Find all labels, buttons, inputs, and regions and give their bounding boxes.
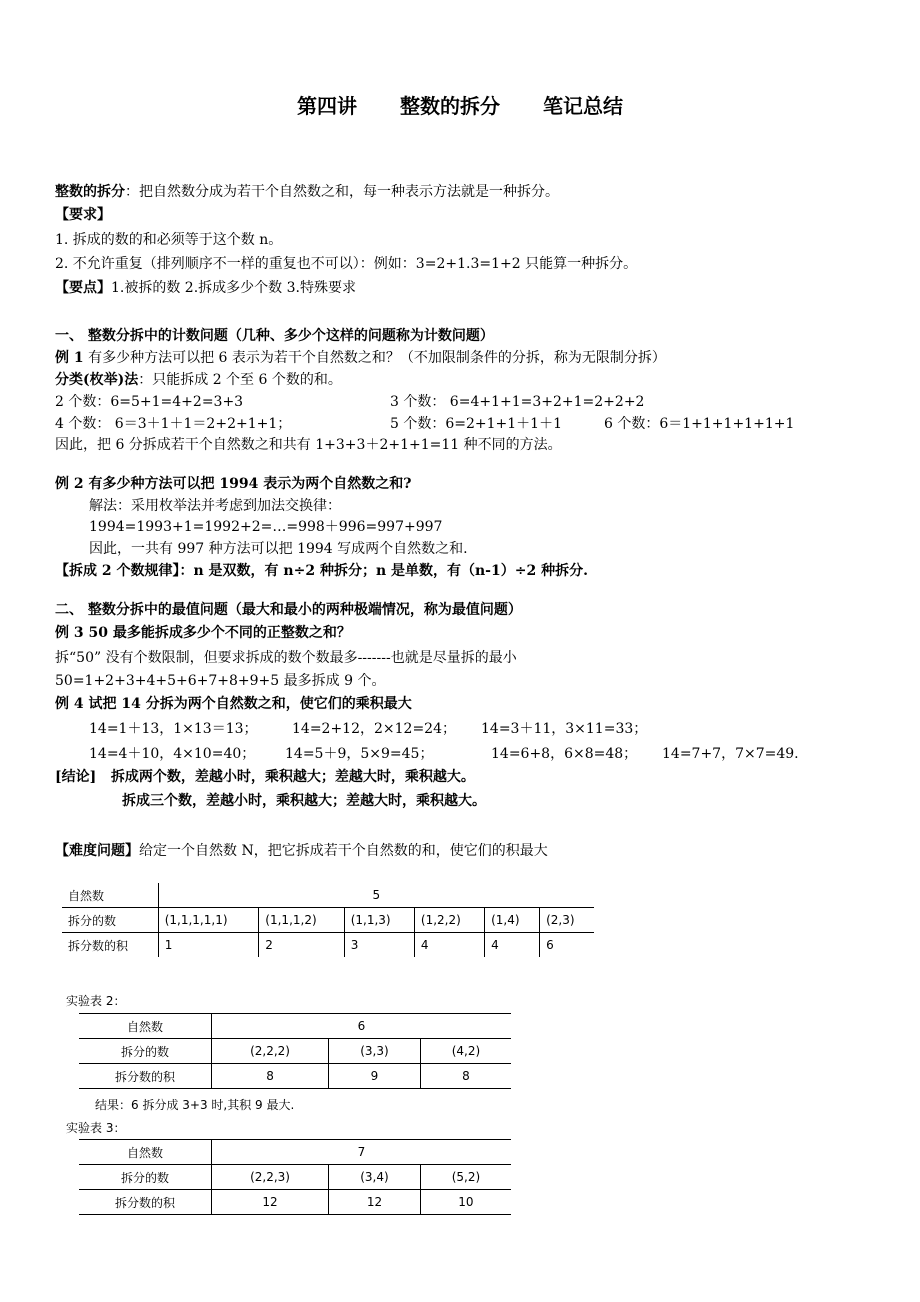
method-line (55, 369, 342, 391)
example-2-solution-2: 1994=1993+1=1992+2=…=998＋996=997+997 (89, 519, 443, 535)
requirement-1: 1. 拆成的数的和必须等于这个数 n。 (55, 232, 283, 248)
table-cell: (3,4) (329, 1165, 421, 1190)
title-part-1: 第四讲 (297, 94, 358, 118)
hard-problem (55, 840, 548, 862)
table-cell: (5,2) (420, 1165, 511, 1190)
example-2-solution-1: 解法：采用枚举法并考虑到加法交换律： (89, 498, 341, 514)
conclusion-1: 拆成两个数，差越小时，乘积越大；差越大时，乘积越大。 (110, 769, 475, 785)
table-cell: 6 (212, 1014, 512, 1039)
example-3-line-1: 拆“50” 没有个数限制，但要求拆成的数个数最多-------也就是尽量拆的最小 (55, 650, 517, 666)
keypoints (55, 277, 356, 299)
ex4-item: 14=6+8，6×8=48； (491, 746, 638, 762)
ex4-item: 14=4＋10，4×10=40； (89, 746, 256, 762)
table-cell: 7 (212, 1140, 512, 1165)
section2-heading: 二、 整数分拆中的最值问题（最大和最小的两种极端情况，称为最值问题） (55, 602, 522, 618)
ex4-item: 14=7+7，7×7=49. (662, 746, 799, 762)
table-cell: 8 (420, 1064, 511, 1089)
ex4-item: 14=5＋9，5×9=45； (285, 746, 434, 762)
table-cell: (1,4) (485, 908, 540, 933)
table-cell: 10 (420, 1190, 511, 1215)
conclusion-2: 拆成三个数，差越小时，乘积越大；差越大时，乘积越大。 (122, 793, 486, 809)
row-label: 自然数 (79, 1140, 212, 1165)
example-1 (55, 347, 666, 369)
requirement-2: 2. 不允许重复（排列顺序不一样的重复也不可以）：例如：3=2+1.3=1+2 只能算一种拆分。 (55, 256, 638, 272)
table-cell: 12 (212, 1190, 329, 1215)
keypoints-text: 1.被拆的数 2.拆成多少个数 3.特殊要求 (111, 280, 356, 296)
table-cell: (4,2) (420, 1039, 511, 1064)
method-text: ：只能拆成 2 个至 6 个数的和。 (138, 372, 342, 388)
three-numbers: 3 个数： 6=4+1+1=3+2+1=2+2+2 (390, 394, 645, 410)
ex4-item: 14=3＋11，3×11=33； (481, 721, 648, 737)
five-numbers: 5 个数：6=2+1+1＋1＋1 (390, 416, 562, 432)
example-2-solution-3: 因此，一共有 997 种方法可以把 1994 写成两个自然数之和. (89, 541, 468, 557)
section1-heading: 一、 整数分拆中的计数问题（几种、多少个这样的问题称为计数问题） (55, 328, 494, 344)
table-2-result: 结果：6 拆分成 3+3 时,其积 9 最大. (95, 1098, 295, 1112)
example-2-title: 例 2 有多少种方法可以把 1994 表示为两个自然数之和? (55, 476, 412, 492)
table-cell: (1,2,2) (414, 908, 484, 933)
six-numbers: 6 个数：6＝1+1+1+1+1+1 (604, 416, 795, 432)
table-cell: (3,3) (329, 1039, 421, 1064)
example-3-title: 例 3 50 最多能拆成多少个不同的正整数之和？ (55, 625, 351, 641)
table-cell: (1,1,3) (344, 908, 414, 933)
partition-table-5 (62, 883, 594, 957)
row-label: 拆分的数 (79, 1165, 212, 1190)
title-part-2: 整数的拆分 (400, 94, 500, 118)
table-cell: (1,1,1,1,1) (158, 908, 259, 933)
row-label: 拆分的数 (62, 908, 158, 933)
row-label: 拆分数的积 (79, 1064, 212, 1089)
partition-table-6 (79, 1013, 511, 1089)
table-cell: 2 (259, 933, 344, 958)
two-numbers: 2 个数：6=5+1=4+2=3+3 (55, 394, 244, 410)
page-title (0, 95, 920, 117)
row-label: 拆分数的积 (62, 933, 158, 958)
two-number-rule: 【拆成 2 个数规律】：n 是双数，有 n÷2 种拆分；n 是单数，有（n-1）÷2 种拆分. (55, 563, 588, 579)
table-cell: (2,3) (540, 908, 594, 933)
example-1-label: 例 1 (55, 350, 84, 366)
table-3-caption: 实验表 3： (66, 1121, 126, 1135)
table-cell: 4 (414, 933, 484, 958)
row-label: 拆分数的积 (79, 1190, 212, 1215)
hard-problem-text: 给定一个自然数 N，把它拆成若干个自然数的和，使它们的积最大 (139, 843, 548, 859)
table-cell: 9 (329, 1064, 421, 1089)
definition-text: ：把自然数分成为若干个自然数之和，每一种表示方法就是一种拆分。 (125, 184, 559, 200)
four-numbers: 4 个数： 6＝3＋1＋1＝2+2+1+1； (55, 416, 292, 432)
conclusion-label: [结论] (55, 769, 97, 785)
row-label: 自然数 (62, 883, 158, 908)
definition (55, 181, 559, 203)
table-cell: 8 (212, 1064, 329, 1089)
title-part-3: 笔记总结 (542, 94, 623, 118)
table-cell: 1 (158, 933, 259, 958)
table-cell: 4 (485, 933, 540, 958)
hard-problem-label: 【难度问题】 (55, 843, 139, 859)
example-1-conclusion: 因此，把 6 分拆成若干个自然数之和共有 1+3+3＋2+1+1=11 种不同的方法。 (55, 437, 562, 453)
example-4-title: 例 4 试把 14 分拆为两个自然数之和，使它们的乘积最大 (55, 696, 412, 712)
definition-term: 整数的拆分 (55, 184, 125, 200)
example-3-line-2: 50=1+2+3+4+5+6+7+8+9+5 最多拆成 9 个。 (55, 673, 386, 689)
table-cell: (2,2,2) (212, 1039, 329, 1064)
keypoints-heading: 【要点】 (55, 280, 111, 296)
ex4-item: 14=2+12，2×12=24； (292, 721, 456, 737)
ex4-item: 14=1＋13，1×13＝13； (89, 721, 258, 737)
method-label: 分类(枚举)法 (55, 372, 139, 388)
requirements-heading: 【要求】 (55, 207, 111, 223)
table-cell: (2,2,3) (212, 1165, 329, 1190)
example-1-text: 有多少种方法可以把 6 表示为若干个自然数之和？（不加限制条件的分拆，称为无限制分拆） (88, 350, 666, 366)
table-cell: (1,1,1,2) (259, 908, 344, 933)
table-cell: 12 (329, 1190, 421, 1215)
row-label: 自然数 (79, 1014, 212, 1039)
table-cell: 5 (158, 883, 594, 908)
row-label: 拆分的数 (79, 1039, 212, 1064)
table-cell: 3 (344, 933, 414, 958)
table-cell: 6 (540, 933, 594, 958)
conclusion-line-1 (55, 766, 475, 788)
table-2-caption: 实验表 2： (66, 994, 126, 1008)
partition-table-7 (79, 1139, 511, 1215)
